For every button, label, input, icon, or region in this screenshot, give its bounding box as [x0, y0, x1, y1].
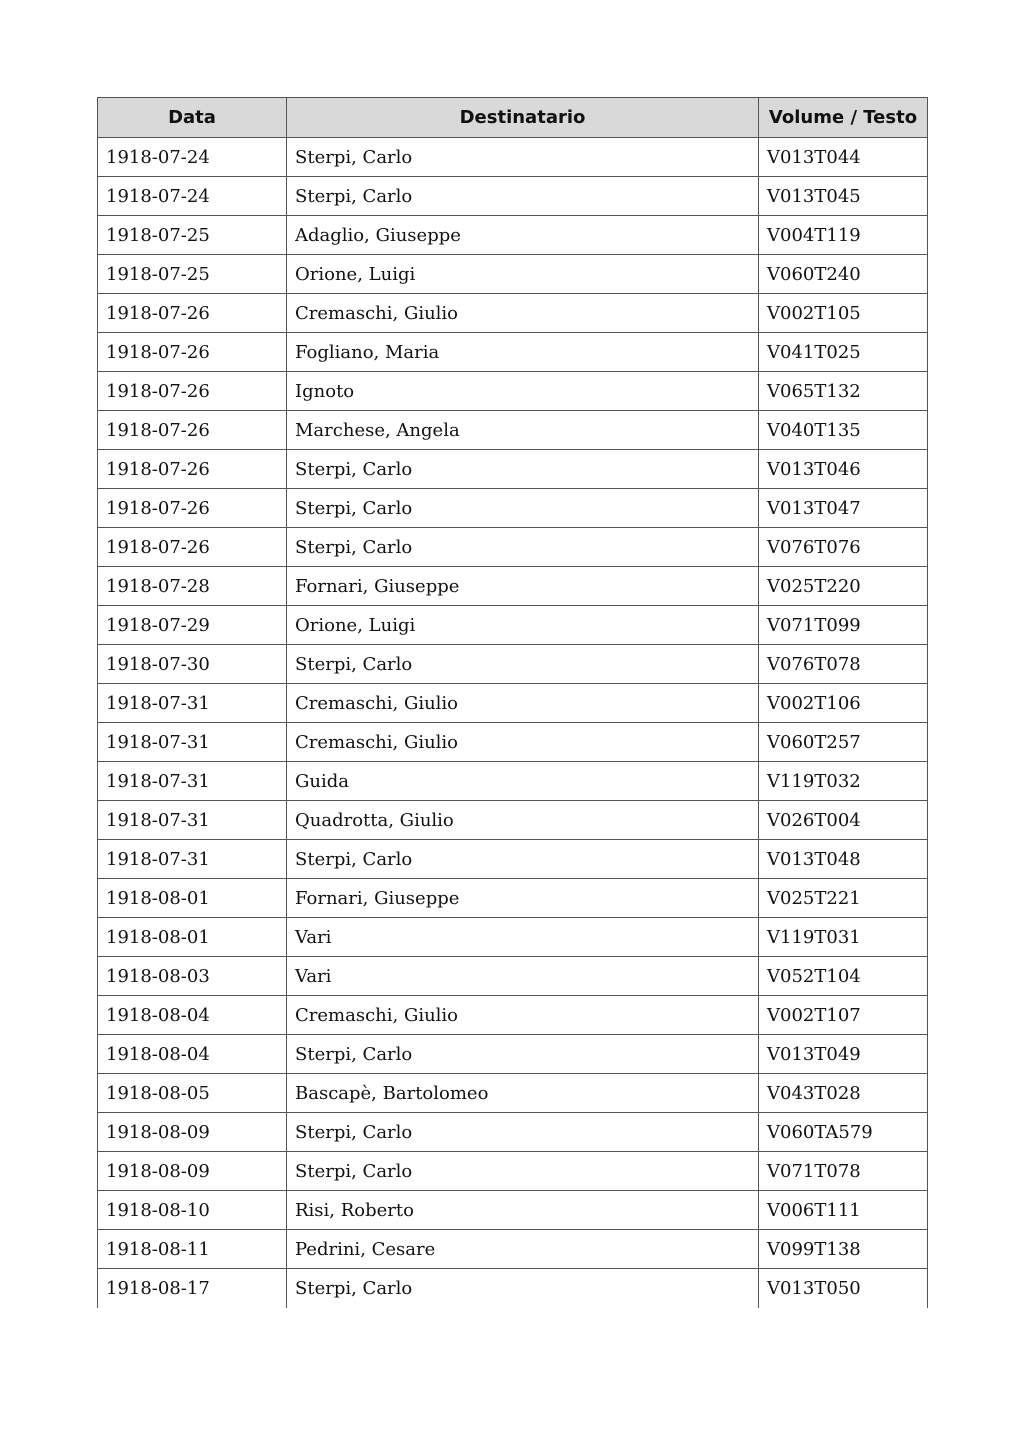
- cell-date: 1918-07-24: [98, 177, 287, 216]
- cell-date: 1918-08-11: [98, 1230, 287, 1269]
- cell-recipient: Sterpi, Carlo: [287, 645, 759, 684]
- table-row: [98, 489, 928, 528]
- cell-volume: V071T078: [759, 1152, 928, 1191]
- cell-date: 1918-07-30: [98, 645, 287, 684]
- table-row: [98, 996, 928, 1035]
- cell-recipient: Sterpi, Carlo: [287, 489, 759, 528]
- cell-date: 1918-07-31: [98, 840, 287, 879]
- cell-volume: V025T221: [759, 879, 928, 918]
- table-row: [98, 840, 928, 879]
- cell-volume: V076T078: [759, 645, 928, 684]
- cell-recipient: Guida: [287, 762, 759, 801]
- table-row: [98, 255, 928, 294]
- table-row: [98, 1152, 928, 1191]
- table-row: [98, 762, 928, 801]
- cell-recipient: Sterpi, Carlo: [287, 840, 759, 879]
- cell-date: 1918-07-26: [98, 372, 287, 411]
- table-row: [98, 567, 928, 606]
- table-row: [98, 1230, 928, 1269]
- cell-recipient: Marchese, Angela: [287, 411, 759, 450]
- table-row: [98, 177, 928, 216]
- table-row: [98, 801, 928, 840]
- table-row: [98, 216, 928, 255]
- cell-recipient: Sterpi, Carlo: [287, 1035, 759, 1074]
- cell-recipient: Sterpi, Carlo: [287, 1152, 759, 1191]
- cell-volume: V013T045: [759, 177, 928, 216]
- cell-volume: V006T111: [759, 1191, 928, 1230]
- letters-table-container: [97, 97, 927, 1308]
- cell-volume: V013T047: [759, 489, 928, 528]
- cell-date: 1918-07-31: [98, 801, 287, 840]
- table-header: [98, 98, 928, 138]
- cell-volume: V013T046: [759, 450, 928, 489]
- cell-date: 1918-08-09: [98, 1113, 287, 1152]
- cell-volume: V052T104: [759, 957, 928, 996]
- cell-date: 1918-08-10: [98, 1191, 287, 1230]
- table-row: [98, 1113, 928, 1152]
- table-row: [98, 1074, 928, 1113]
- table-row: [98, 411, 928, 450]
- column-header-recipient: Destinatario: [287, 98, 759, 138]
- table-row: [98, 1269, 928, 1308]
- cell-volume: V013T044: [759, 138, 928, 177]
- cell-volume: V099T138: [759, 1230, 928, 1269]
- cell-recipient: Pedrini, Cesare: [287, 1230, 759, 1269]
- cell-recipient: Orione, Luigi: [287, 255, 759, 294]
- cell-date: 1918-07-24: [98, 138, 287, 177]
- cell-volume: V002T107: [759, 996, 928, 1035]
- cell-recipient: Risi, Roberto: [287, 1191, 759, 1230]
- table-row: [98, 645, 928, 684]
- cell-date: 1918-07-26: [98, 489, 287, 528]
- cell-date: 1918-07-31: [98, 684, 287, 723]
- cell-recipient: Orione, Luigi: [287, 606, 759, 645]
- cell-date: 1918-07-31: [98, 762, 287, 801]
- cell-volume: V065T132: [759, 372, 928, 411]
- cell-recipient: Sterpi, Carlo: [287, 138, 759, 177]
- cell-volume: V002T106: [759, 684, 928, 723]
- table-row: [98, 294, 928, 333]
- cell-recipient: Cremaschi, Giulio: [287, 996, 759, 1035]
- table-row: [98, 606, 928, 645]
- cell-volume: V119T032: [759, 762, 928, 801]
- cell-volume: V043T028: [759, 1074, 928, 1113]
- cell-date: 1918-08-17: [98, 1269, 287, 1308]
- cell-recipient: Vari: [287, 957, 759, 996]
- cell-recipient: Ignoto: [287, 372, 759, 411]
- cell-recipient: Fornari, Giuseppe: [287, 567, 759, 606]
- cell-volume: V026T004: [759, 801, 928, 840]
- cell-date: 1918-07-31: [98, 723, 287, 762]
- column-header-volume: Volume / Testo: [759, 98, 928, 138]
- cell-recipient: Cremaschi, Giulio: [287, 723, 759, 762]
- cell-recipient: Bascapè, Bartolomeo: [287, 1074, 759, 1113]
- cell-volume: V060T257: [759, 723, 928, 762]
- cell-recipient: Adaglio, Giuseppe: [287, 216, 759, 255]
- cell-recipient: Sterpi, Carlo: [287, 1269, 759, 1308]
- cell-volume: V040T135: [759, 411, 928, 450]
- cell-recipient: Vari: [287, 918, 759, 957]
- table-row: [98, 918, 928, 957]
- cell-recipient: Fornari, Giuseppe: [287, 879, 759, 918]
- cell-volume: V004T119: [759, 216, 928, 255]
- cell-recipient: Sterpi, Carlo: [287, 177, 759, 216]
- table-row: [98, 879, 928, 918]
- cell-recipient: Sterpi, Carlo: [287, 450, 759, 489]
- cell-volume: V119T031: [759, 918, 928, 957]
- cell-volume: V060TA579: [759, 1113, 928, 1152]
- cell-volume: V013T048: [759, 840, 928, 879]
- cell-date: 1918-08-01: [98, 879, 287, 918]
- cell-recipient: Quadrotta, Giulio: [287, 801, 759, 840]
- cell-date: 1918-07-25: [98, 216, 287, 255]
- cell-volume: V071T099: [759, 606, 928, 645]
- cell-volume: V060T240: [759, 255, 928, 294]
- table-row: [98, 450, 928, 489]
- cell-recipient: Cremaschi, Giulio: [287, 684, 759, 723]
- table-row: [98, 1191, 928, 1230]
- cell-volume: V025T220: [759, 567, 928, 606]
- table-row: [98, 957, 928, 996]
- cell-date: 1918-07-26: [98, 528, 287, 567]
- table-row: [98, 684, 928, 723]
- cell-date: 1918-07-26: [98, 450, 287, 489]
- table-row: [98, 723, 928, 762]
- cell-date: 1918-08-03: [98, 957, 287, 996]
- cell-recipient: Sterpi, Carlo: [287, 528, 759, 567]
- cell-date: 1918-08-05: [98, 1074, 287, 1113]
- cell-date: 1918-08-04: [98, 1035, 287, 1074]
- table-row: [98, 333, 928, 372]
- column-header-date: Data: [98, 98, 287, 138]
- cell-date: 1918-07-29: [98, 606, 287, 645]
- cell-volume: V041T025: [759, 333, 928, 372]
- header-row: [98, 98, 928, 138]
- cell-recipient: Sterpi, Carlo: [287, 1113, 759, 1152]
- cell-recipient: Cremaschi, Giulio: [287, 294, 759, 333]
- table-row: [98, 372, 928, 411]
- cell-date: 1918-07-25: [98, 255, 287, 294]
- cell-date: 1918-08-01: [98, 918, 287, 957]
- cell-volume: V076T076: [759, 528, 928, 567]
- letters-table: [97, 97, 928, 1308]
- cell-date: 1918-08-04: [98, 996, 287, 1035]
- cell-date: 1918-07-28: [98, 567, 287, 606]
- table-row: [98, 528, 928, 567]
- cell-date: 1918-07-26: [98, 333, 287, 372]
- cell-volume: V013T050: [759, 1269, 928, 1308]
- cell-date: 1918-07-26: [98, 411, 287, 450]
- table-row: [98, 138, 928, 177]
- cell-volume: V002T105: [759, 294, 928, 333]
- cell-volume: V013T049: [759, 1035, 928, 1074]
- table-row: [98, 1035, 928, 1074]
- cell-date: 1918-07-26: [98, 294, 287, 333]
- cell-date: 1918-08-09: [98, 1152, 287, 1191]
- table-body: [98, 138, 928, 1308]
- cell-recipient: Fogliano, Maria: [287, 333, 759, 372]
